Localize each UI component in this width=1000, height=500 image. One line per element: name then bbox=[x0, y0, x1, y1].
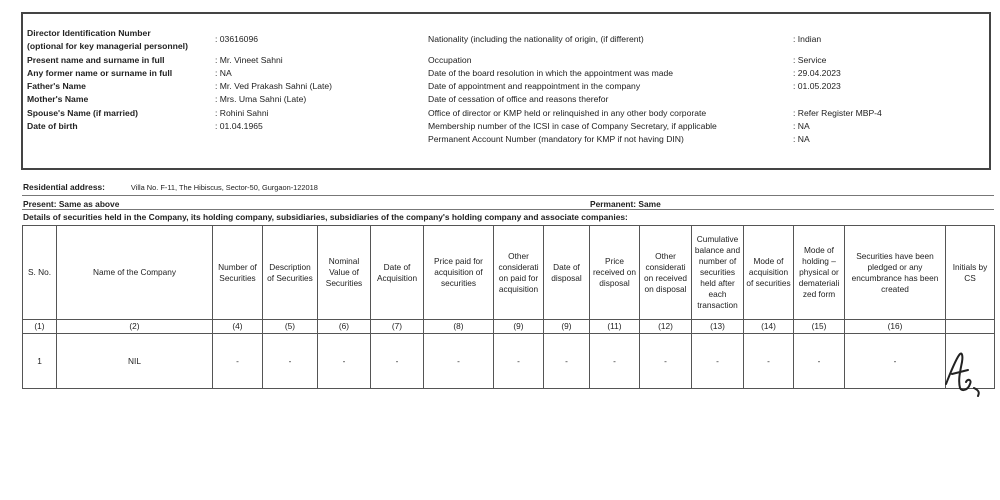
appointment-date-label: Date of appointment and reappointment in the company bbox=[428, 81, 641, 92]
table-cell: - bbox=[213, 334, 263, 389]
securities-title: Details of securities held in the Company, its holding company, subsidiaries, subsidiaries of the company's holding company and associate companies: bbox=[23, 212, 628, 222]
residential-address bbox=[23, 182, 318, 192]
spouse-name-value: : Rohini Sahni bbox=[215, 107, 269, 118]
cessation-label: Date of cessation of office and reasons therefor bbox=[428, 94, 609, 105]
table-cell: - bbox=[544, 334, 590, 389]
table-cell: - bbox=[794, 334, 845, 389]
table-cell: 1 bbox=[23, 334, 57, 389]
nationality-label: Nationality (including the nationality of origin, (if different) bbox=[428, 34, 644, 44]
present-address: Present: Same as above bbox=[23, 199, 120, 209]
header-cell: Other considerati on paid for acquisition bbox=[494, 226, 544, 320]
table-cell: - bbox=[263, 334, 318, 389]
column-number: (1) bbox=[23, 320, 57, 334]
appointment-date-value: : 01.05.2023 bbox=[793, 81, 841, 92]
table-header-row bbox=[23, 226, 995, 320]
header-cell: S. No. bbox=[23, 226, 57, 320]
column-number: (9) bbox=[494, 320, 544, 334]
column-number: (13) bbox=[692, 320, 744, 334]
header-cell: Securities have been pledged or any encumbrance has been created bbox=[845, 226, 946, 320]
header-cell: Date of Acquisition bbox=[371, 226, 424, 320]
board-resolution-label: Date of the board resolution in which the appointment was made bbox=[428, 67, 674, 78]
icsi-membership-value: : NA bbox=[793, 121, 810, 132]
column-number: (11) bbox=[590, 320, 640, 334]
column-number: (7) bbox=[371, 320, 424, 334]
present-name-value: : Mr. Vineet Sahni bbox=[215, 54, 283, 65]
occupation-label: Occupation bbox=[428, 54, 472, 65]
director-details-box bbox=[21, 12, 991, 170]
director-values bbox=[215, 27, 332, 133]
nationality-value: : Indian bbox=[793, 34, 822, 44]
table-cell: - bbox=[318, 334, 371, 389]
divider bbox=[22, 209, 994, 210]
header-cell: Price received on disposal bbox=[590, 226, 640, 320]
mother-name-label: Mother's Name bbox=[27, 94, 89, 105]
present-name-label: Present name and surname in full bbox=[27, 54, 165, 65]
former-name-label: Any former name or surname in full bbox=[27, 67, 173, 78]
table-cell: - bbox=[692, 334, 744, 389]
din-value: : 03616096 bbox=[215, 34, 259, 44]
divider bbox=[22, 195, 994, 196]
din-label-note: (optional for key managerial personnel) bbox=[27, 41, 188, 52]
table-cell: - bbox=[371, 334, 424, 389]
header-cell: Name of the Company bbox=[57, 226, 213, 320]
cessation-value bbox=[793, 93, 882, 106]
table-cell: - bbox=[590, 334, 640, 389]
column-number: (6) bbox=[318, 320, 371, 334]
column-number-row bbox=[23, 320, 995, 334]
column-number: (5) bbox=[263, 320, 318, 334]
former-name-value: : NA bbox=[215, 67, 232, 78]
director-labels bbox=[27, 27, 188, 133]
table-cell: - bbox=[424, 334, 494, 389]
table-cell: - bbox=[494, 334, 544, 389]
table-row bbox=[23, 334, 995, 389]
mother-name-value: : Mrs. Uma Sahni (Late) bbox=[215, 94, 307, 105]
table-cell: NIL bbox=[57, 334, 213, 389]
column-number: (14) bbox=[744, 320, 794, 334]
dob-value: : 01.04.1965 bbox=[215, 121, 263, 132]
column-number: (4) bbox=[213, 320, 263, 334]
signature-mark bbox=[938, 344, 988, 400]
table-cell: - bbox=[744, 334, 794, 389]
securities-table bbox=[22, 225, 995, 389]
column-number: (2) bbox=[57, 320, 213, 334]
spouse-name-label: Spouse's Name (if married) bbox=[27, 107, 138, 118]
appointment-values bbox=[793, 27, 882, 147]
header-cell: Initials by CS bbox=[946, 226, 995, 320]
board-resolution-value: : 29.04.2023 bbox=[793, 67, 841, 78]
pan-value: : NA bbox=[793, 134, 810, 145]
header-cell: Date of disposal bbox=[544, 226, 590, 320]
header-cell: Nominal Value of Securities bbox=[318, 226, 371, 320]
header-cell: Number of Securities bbox=[213, 226, 263, 320]
pan-label: Permanent Account Number (mandatory for KMP if not having DIN) bbox=[428, 134, 684, 145]
column-number: (16) bbox=[845, 320, 946, 334]
icsi-membership-label: Membership number of the ICSI in case of Company Secretary, if applicable bbox=[428, 121, 717, 132]
header-cell: Cumulative balance and number of securities held after each transaction bbox=[692, 226, 744, 320]
header-cell: Description of Securities bbox=[263, 226, 318, 320]
column-number bbox=[946, 320, 995, 334]
header-cell: Mode of holding – physical or demateriali zed form bbox=[794, 226, 845, 320]
other-office-value: : Refer Register MBP-4 bbox=[793, 107, 882, 118]
header-cell: Price paid for acquisition of securities bbox=[424, 226, 494, 320]
other-office-label: Office of director or KMP held or relinquished in any other body corporate bbox=[428, 107, 707, 118]
header-cell: Mode of acquisition of securities bbox=[744, 226, 794, 320]
table-cell: - bbox=[845, 334, 946, 389]
residential-address-value: Villa No. F-11, The Hibiscus, Sector-50, Gurgaon-122018 bbox=[130, 183, 318, 192]
header-cell: Other considerati on received on disposal bbox=[640, 226, 692, 320]
permanent-address: Permanent: Same bbox=[590, 199, 661, 209]
column-number: (9) bbox=[544, 320, 590, 334]
father-name-value: : Mr. Ved Prakash Sahni (Late) bbox=[215, 81, 333, 92]
column-number: (15) bbox=[794, 320, 845, 334]
residential-address-label: Residential address: bbox=[23, 182, 105, 192]
occupation-value: : Service bbox=[793, 54, 827, 65]
column-number: (12) bbox=[640, 320, 692, 334]
table-cell: - bbox=[640, 334, 692, 389]
column-number: (8) bbox=[424, 320, 494, 334]
din-label: Director Identification Number bbox=[27, 28, 151, 38]
appointment-labels bbox=[428, 27, 717, 147]
dob-label: Date of birth bbox=[27, 121, 78, 132]
father-name-label: Father's Name bbox=[27, 81, 86, 92]
